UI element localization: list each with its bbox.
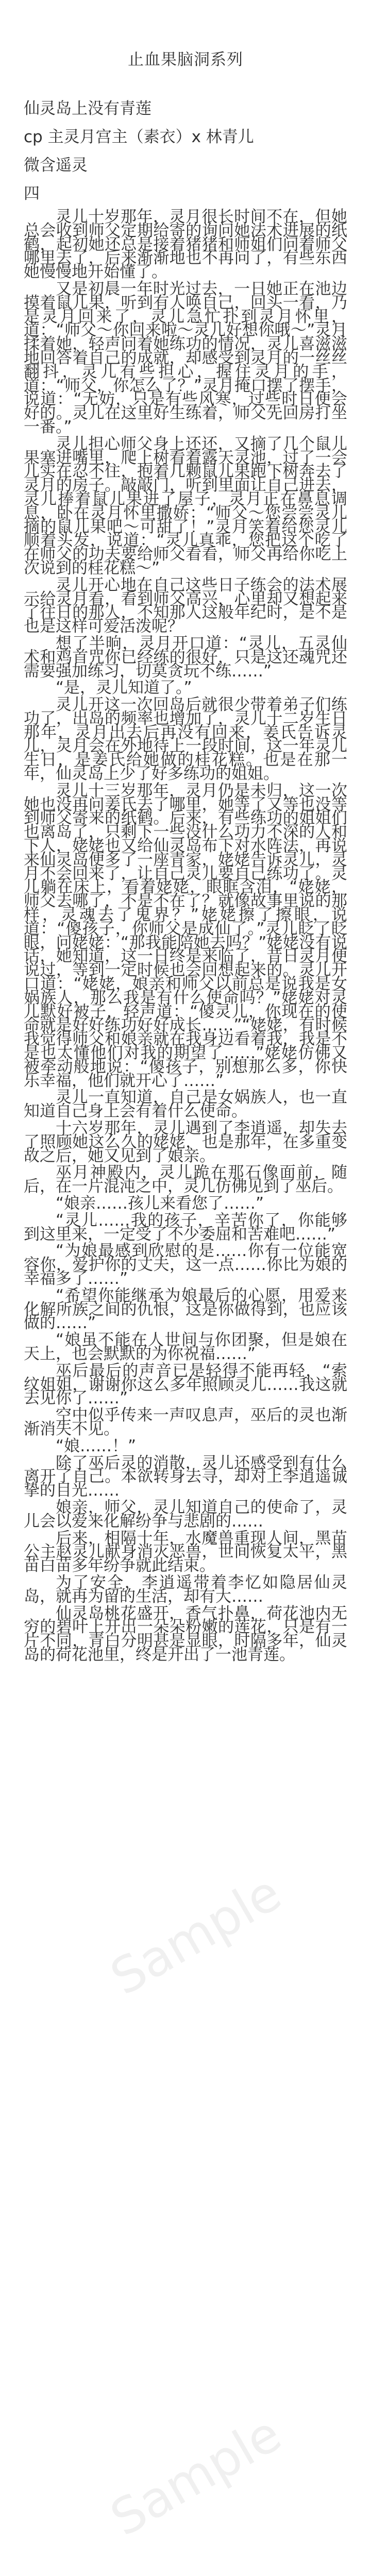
watermark-text: Sample <box>101 1863 291 2007</box>
series-title: 止血果脑洞系列 <box>128 50 243 69</box>
paragraph: 娘亲，师父，灵儿知道自己的使命了，灵儿会以爱来化解纷争与悲剧的…… <box>24 1498 347 1531</box>
paragraph: 灵儿一直知道，自己是女娲族人，也一直知道自己身上会有着什么使命。 <box>24 1088 347 1121</box>
paragraph: “为娘最感到欣慰的是……你有一位能宽容你，爱护你的丈夫，这一点……你比为娘的幸福多了……” <box>24 1242 347 1288</box>
paragraph: 十六岁那年，灵儿遇到了李逍遥，却失去了照顾她这么久的姥姥，也是那年，在多重变故之后，她又见到了娘亲。 <box>24 1119 347 1165</box>
paragraph: 巫月神殿内，灵儿跪在那石像面前，随后，在一片混沌之中，灵儿仿佛见到了巫后。 <box>24 1163 347 1196</box>
paragraph: 后来，相隔十年，水魔兽重现人间，黑苗公主赵灵儿献身消灭恶兽，世间恢复太平，黑苗白苗多年纷争就此结束。 <box>24 1529 347 1575</box>
watermark-text: Sample <box>101 2404 291 2548</box>
pairing-line: cp 主灵月宫主（素衣）x 林青儿 <box>24 128 254 146</box>
paragraph: 巫后最后的声音已是轻得不能再轻，“索纹姐姐，谢谢你这么多年照顾灵儿……我这就去见你了……” <box>24 1361 347 1408</box>
paragraph: 灵儿担心师父身上还还，又摘了几个鼠儿果塞进嘴里，爬上树看着露天灵池，过了一会儿实在忍不住，抱着几颗鼠儿果跑下树奔去了灵月的房子。敲敲门，听到里面让自己进去，灵儿捧着鼠儿果进了屋子，灵月正在鼻息调息，卧在灵月怀里撒娇：“师父～您尝尝灵儿摘的鼠儿果吧～可甜了！”灵月笑着给您灵儿顺着头发，说道：“灵儿真乖，您把这个吃了在师父的功夫要给师父看看，师父再给你吃上次说到的桂花糕～” <box>24 434 347 578</box>
paragraph: “娘……！” <box>56 1436 137 1455</box>
paragraph: 空中似乎传来一声叹息声，巫后的灵也渐渐消失不见。 <box>24 1406 347 1438</box>
paragraph: 想了半晌，灵月开口道：“灵儿，五灵仙术和鸡首咒你已经练的很好，只是这还魂咒还需要强加练习，切莫贪玩不练……” <box>24 634 347 681</box>
paragraph: “希望你能继承为娘最后的心愿，用爱来化解所族之间的仇恨，这是你做得到，也应该做的……” <box>24 1286 347 1333</box>
paragraph: “灵儿……我的孩子，辛苦你了，你能够到这里来，一定受了不少委屈和苦难吧……” <box>24 1211 347 1244</box>
paragraph: 为了安全，李逍遥带着李忆如隐居仙灵岛，就再为留的生活，却有大…… <box>24 1573 347 1606</box>
story-title: 仙灵岛上没有青莲 <box>24 99 151 118</box>
paragraph: “娘亲……孩儿来看您了……” <box>56 1194 264 1213</box>
paragraph: 除了巫后灵的消散，灵儿还感受到有什么离开了自己。本欲转身去寻，却对上李逍遥诚挚的目光…… <box>24 1453 347 1500</box>
paragraph: 又是初晨一年时光过去，一日她正在池边摸着鼠儿果，听到有人唤自己，回头一看，乃是灵月回来了，灵儿急忙扑到灵月怀里，道：“师父～你回来啦～灵儿好想你哦～”灵月揉着她，轻声问着她练功的情况，灵儿喜滋滋地回答着自己的成就，却感受到灵月的一丝丝翻抖，灵儿有些担心，握住灵月的手，道：“师父，你怎么了？”灵月掩口摆了摆手，说道：“无妨，只是有些风寒，过些时日便会好的。灵儿在这里好生练着，师父先回房打坐一番。” <box>24 279 347 436</box>
paragraph: 灵儿开这一次回岛后就很少带着弟子们练功了，出岛的频率也增加了，灵儿十二岁生日那年，灵月出去后再没有回来，姜氏告诉灵儿，灵月会在外地待上一段时间，这一年灵儿生日，是姜氏给她做的桂花糕。也是在那一年，仙灵岛上少了好多练功的姐姐。 <box>24 696 347 784</box>
paragraph: “娘虽不能在人世间与你团聚，但是娘在天上，也会默默的为你祝福……” <box>24 1331 347 1363</box>
paragraph: 灵儿十岁那年，灵月很长时间不在，但她总会收到师父定期给寄的询问她法术进展的纸鹤，起初她还总是接着猪猪和师姐们问着师父哪里去了，后来渐渐地也不再问了，有些东西她慢慢地开始懂了。 <box>24 208 347 282</box>
paragraph: 灵儿十三岁那年，灵月仍是未归，这一次她也没再问姜氏去了哪里，她等了又等也没等到师父寄来的纸鹤。后来，有些练功的姐姐们也离岛了，只剩下一些没什么功力不深的人和下人，姥姥也又给仙灵岛布下对水阵法，再说来仙灵岛便多了一座青家，姥姥告诉灵儿，灵月不会回来了，让自己灵儿要自己练功了。灵儿躺在床上，看着姥姥，眼眶含泪，“姥姥，师父去哪了，不是不在了？就像故事里说的那样，灵魂去了鬼界？”姥姥擦了擦眼，说道：“傻孩子，你师父是成仙了。”灵儿眨了眨眼，问姥姥：“那我能陪她去吗？”姥姥没有说话，她知道，这一日终是来临了，昔日灵月便说过，等到一定时候也会回想起来的。灵儿开口道：“姥姥，娘亲和师父以前总是说我是女娲族人，那么我是有什么使命吗？”姥姥对灵儿默好被子，轻声道：“傻灵儿，你现在的使命就是好好练功好好成长……”“姥姥，有时候我觉得师父和娘亲就在我身边看着我，我是不是也太懂他们对我的期望了……”姥姥仿佛又被牵动般地说：“傻孩子，别想那么多，你快乐幸福，他们就开心了……” <box>24 781 347 1090</box>
story-body <box>24 210 347 1662</box>
paragraph: “是，灵儿知道了。” <box>56 679 192 698</box>
chapter-number: 四 <box>24 184 40 203</box>
paragraph: 仙灵岛桃花盛开，香气扑鼻，荷花池内无穷的碧叶上开出一朵朵粉嫩的莲花，只是有一片不同，青白分明甚是显眼，时隔多年，仙灵岛的荷花池里，终是开出了一池青莲。 <box>24 1604 347 1664</box>
paragraph: 灵儿开心地在自己这些日子练会的法术展示给灵月看，看到师父高兴，心里却又想起来了往日的那人，不知那人这般年纪时，是不是也是这样可爱活泼呢？ <box>24 575 347 636</box>
author-name: 微含遥灵 <box>24 156 88 175</box>
